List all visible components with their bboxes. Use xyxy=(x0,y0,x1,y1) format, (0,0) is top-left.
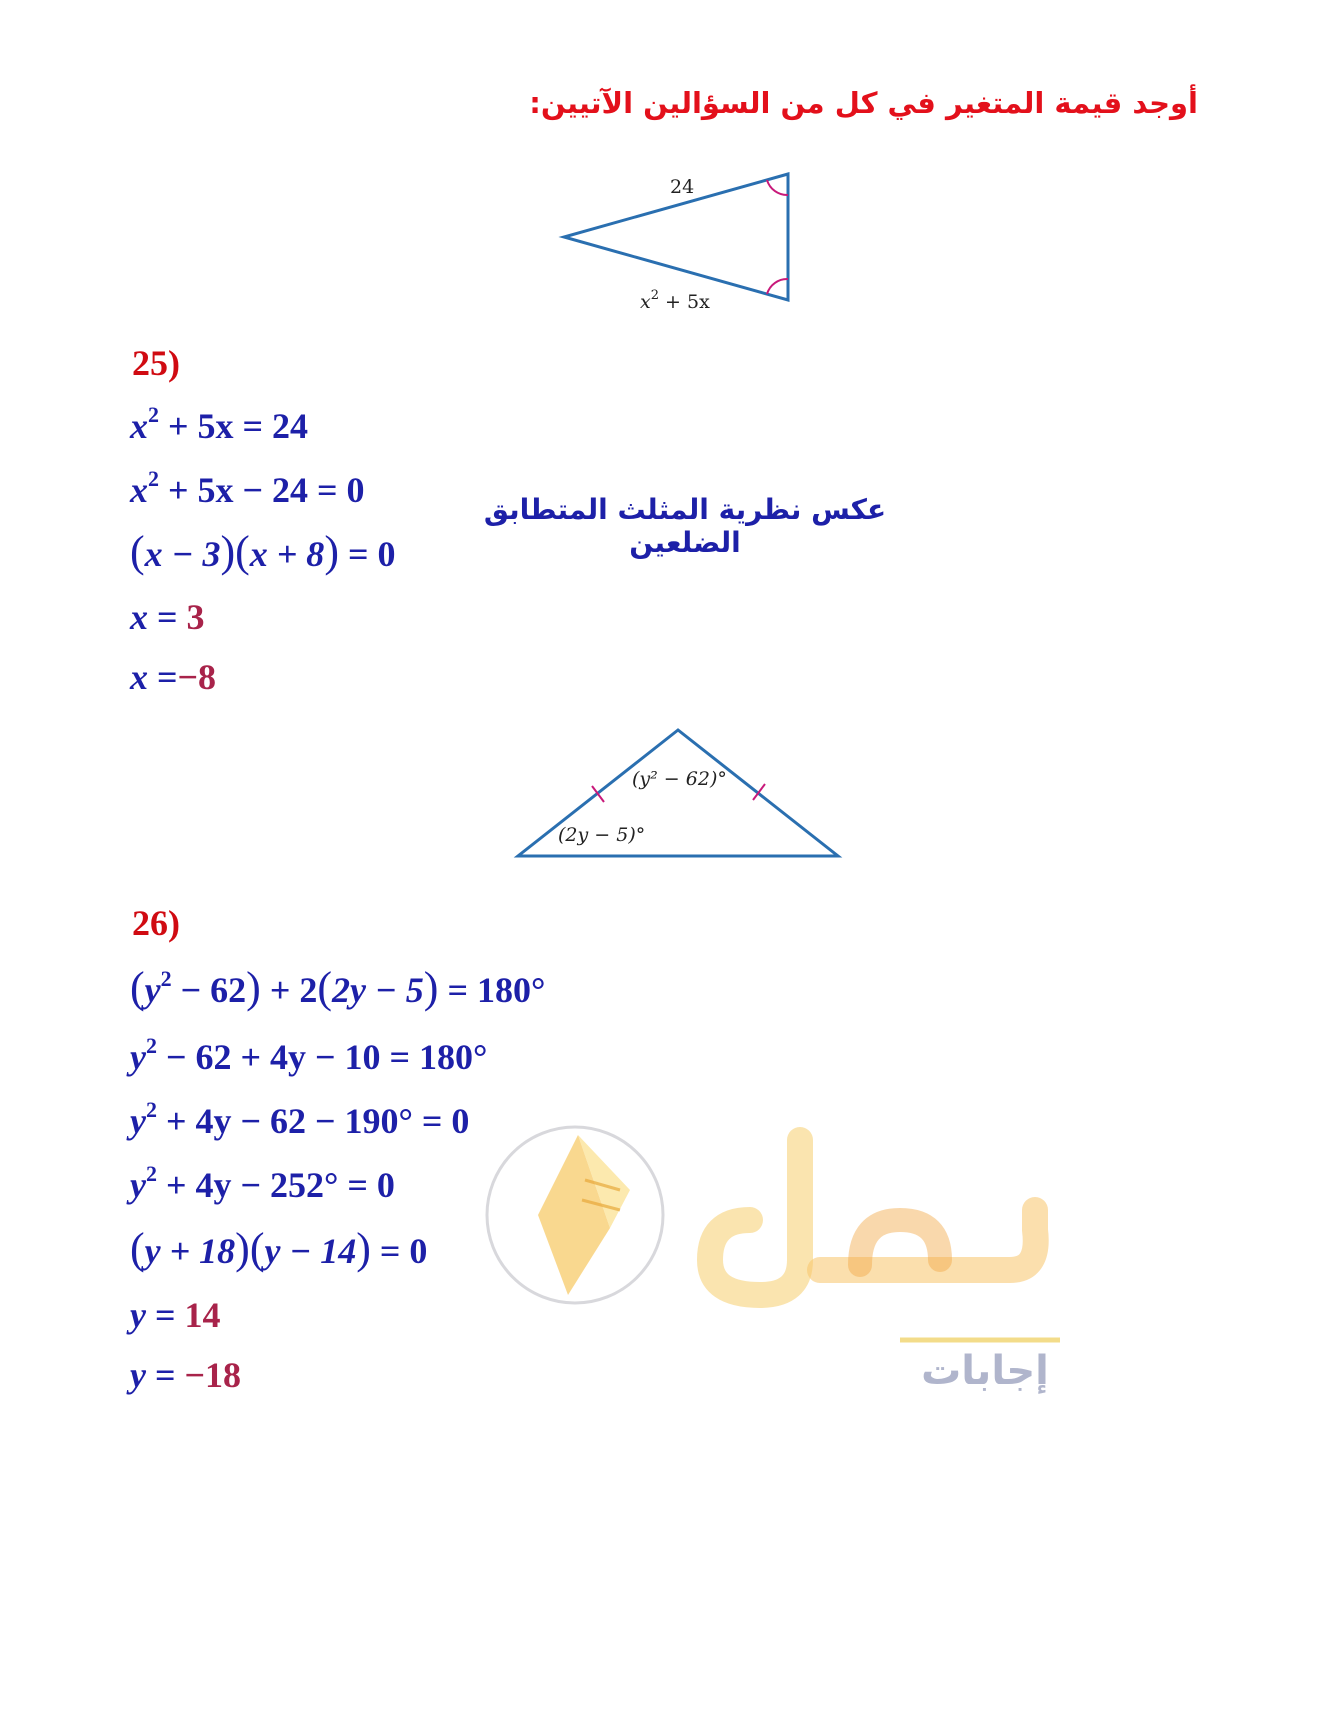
side-label-top: 24 xyxy=(670,176,695,198)
equation-line: $x^2 + 5x - 24 = 0$ xyxy=(130,466,365,510)
question-number-25: 25) xyxy=(132,343,180,383)
equation-line: $(y^2 - 62) + 2(2y - 5) = 180^\circ$ xyxy=(130,963,546,1012)
equation-line: $y^2 - 62 + 4y - 10 = 180^\circ$ xyxy=(130,1033,488,1077)
equation-line: $x^2 + 5x = 24$ xyxy=(130,402,309,446)
angle-mark-top xyxy=(767,180,788,195)
equation-line: (y + 18)(y − 14) = 0 xyxy=(130,1224,428,1273)
triangle-figure-1 xyxy=(540,160,800,320)
watermark-logo-text: حلول xyxy=(920,1250,923,1251)
apex-angle-label: (y² − 62)° xyxy=(632,768,727,790)
base-angle-label: (2y − 5)° xyxy=(558,824,646,846)
angle-mark-bottom xyxy=(767,279,788,294)
side-label-bottom: $x^2 + 5x$ xyxy=(640,288,710,313)
watermark-subtitle: إجابات xyxy=(921,1348,1049,1394)
equation-line: (x − 3)(x + 8) = 0 xyxy=(130,527,396,576)
answer-line: x =−8 xyxy=(130,657,217,697)
triangle-figure-2 xyxy=(500,720,860,870)
answer-line: x = 3 xyxy=(130,597,205,637)
equation-line: $y^2 + 4y - 252^\circ = 0$ xyxy=(130,1161,395,1205)
equation-line: $y^2 + 4y - 62 - 190^\circ = 0$ xyxy=(130,1097,470,1141)
watermark-logo xyxy=(480,1110,1080,1350)
question-number-26: 26) xyxy=(132,903,180,943)
answer-line: y = 14 xyxy=(130,1295,221,1335)
page-heading: أوجد قيمة المتغير في كل من السؤالين الآتيين: xyxy=(529,86,1198,120)
theorem-note: عكس نظرية المثلث المتطابق الضلعين xyxy=(483,493,887,559)
answer-line: y = −18 xyxy=(130,1355,242,1395)
